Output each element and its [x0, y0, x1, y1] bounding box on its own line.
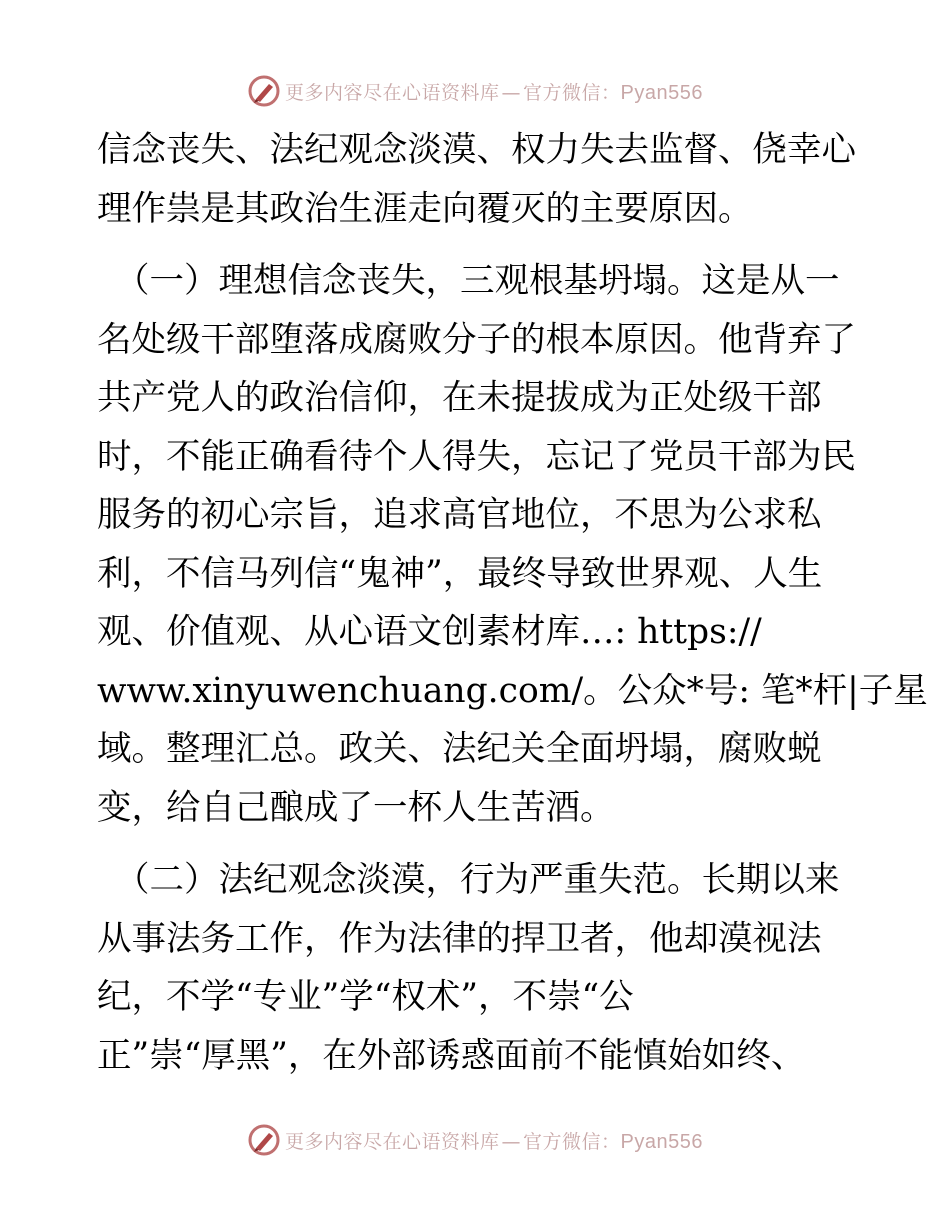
footer-watermark: [0, 1120, 950, 1160]
text-line: 理作祟是其政治生涯走向覆灭的主要原因。: [97, 188, 753, 229]
watermark-text: [285, 78, 703, 105]
text-line: 服务的初心宗旨，追求高官地位，不思为公求私: [97, 495, 822, 535]
watermark-site: 更多内容尽在心语资料库: [285, 81, 500, 104]
watermark-wechat-label: 官方微信：: [523, 1130, 621, 1153]
text-line: 纪，不学“专业”学“权术”，不崇“公: [97, 977, 634, 1017]
section-heading-line: （一）理想信念丧失，三观根基坍塌。这是从一: [115, 261, 840, 301]
watermark-dash: —: [501, 81, 522, 104]
text-line: 利，不信马列信“鬼神”，最终导致世界观、人生: [97, 553, 823, 594]
text-line: 变，给自己酿成了一杯人生苦酒。: [97, 787, 615, 828]
text-line: 时，不能正确看待个人得失，忘记了党员干部为民: [97, 436, 856, 477]
text-line: 信念丧失、法纪观念淡漠、权力失去监督、侥幸心: [97, 130, 856, 170]
text-line: 名处级干部堕落成腐败分子的根本原因。他背弃了: [97, 319, 856, 360]
watermark-wechat-id: Pyan556: [620, 1130, 703, 1153]
text-line: 正”崇“厚黑”，在外部诱惑面前不能慎始如终、: [97, 1035, 806, 1076]
text-line: 域。整理汇总。政关、法纪关全面坍塌，腐败蜕: [97, 729, 822, 769]
watermark-site: 更多内容尽在心语资料库: [285, 1130, 500, 1153]
pen-logo-icon: [247, 74, 281, 108]
section-heading-line: （二）法纪观念淡漠，行为严重失范。长期以来: [115, 860, 840, 900]
watermark-text: [285, 1127, 703, 1154]
document-body: [97, 121, 928, 1085]
text-line: 共产党人的政治信仰，在未提拔成为正处级干部: [97, 378, 822, 418]
text-line: www.xinyuwenchuang.com/。公众*号: 笔*杆|子星: [97, 670, 928, 711]
watermark-dash: —: [501, 1130, 522, 1153]
pen-logo-icon: [247, 1123, 281, 1157]
text-line: 从事法务工作，作为法律的捍卫者，他却漠视法: [97, 918, 822, 959]
watermark-wechat-id: Pyan556: [620, 81, 703, 104]
text-line: 观、价值观、从心语文创素材库…: https://: [97, 612, 762, 652]
watermark-wechat-label: 官方微信：: [523, 81, 621, 104]
header-watermark: [0, 71, 950, 111]
